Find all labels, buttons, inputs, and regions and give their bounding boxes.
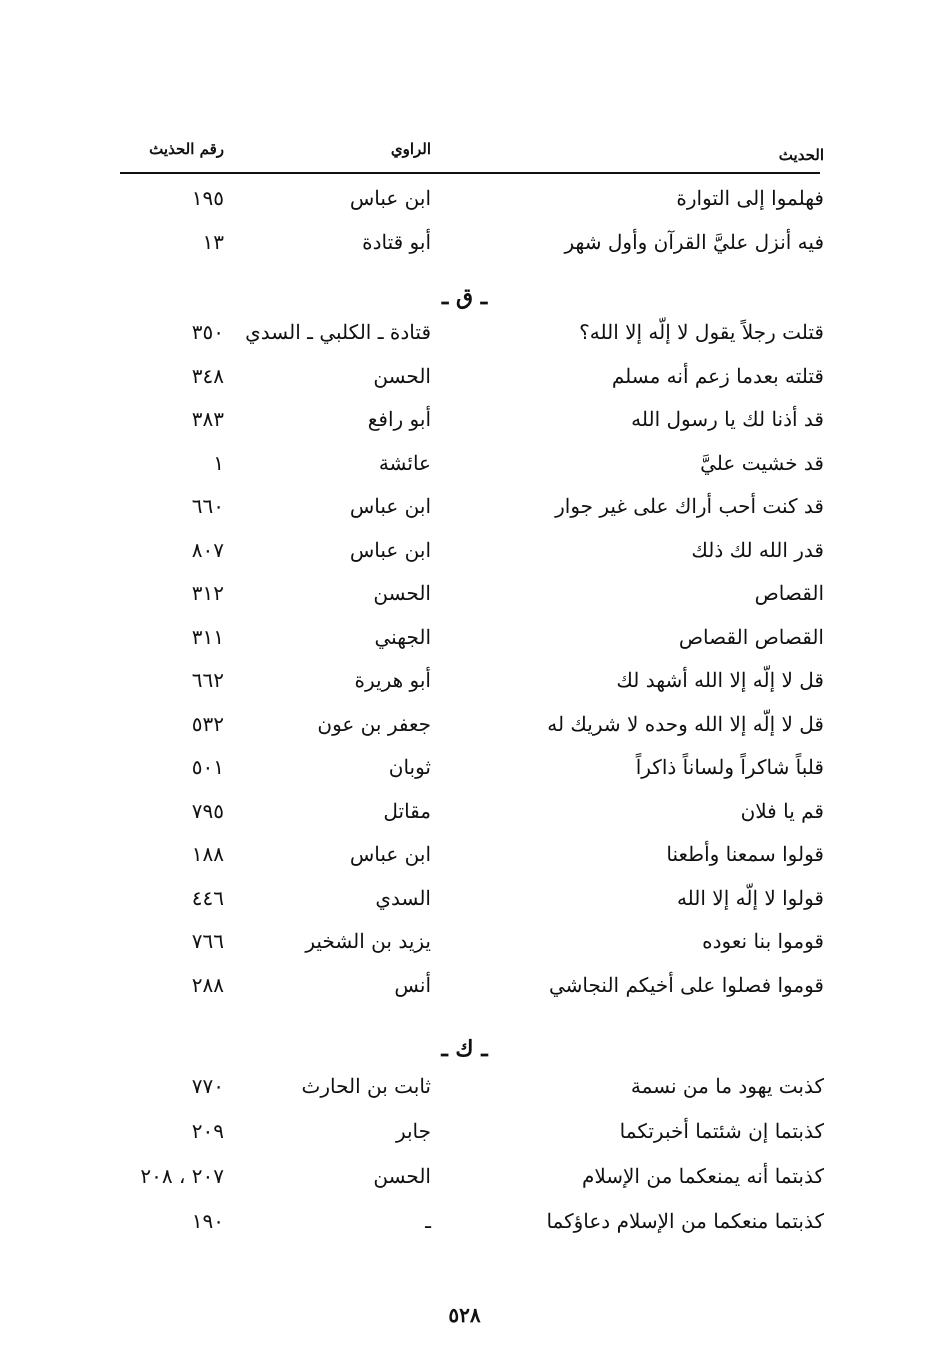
table-row (0, 230, 929, 264)
table-row (0, 842, 929, 876)
cell-number: ٣١٢ (191, 581, 224, 605)
cell-hadith: القصاص (754, 581, 824, 605)
cell-hadith: قد كنت أحب أراك على غير جوار (555, 494, 824, 518)
cell-number: ٦٦٢ (191, 668, 224, 692)
cell-number: ٣٨٣ (191, 407, 224, 431)
cell-hadith: فيه أنزل عليَّ القرآن وأول شهر (564, 230, 824, 254)
cell-hadith: كذبتما إن شئتما أخبرتكما (619, 1119, 824, 1143)
cell-hadith: قد أذنا لك يا رسول الله (631, 407, 824, 431)
table-row (0, 581, 929, 615)
page-number: ٥٢٨ (448, 1303, 481, 1327)
table-row (0, 1164, 929, 1198)
cell-hadith: قولوا لا إلّه إلا الله (676, 885, 824, 910)
cell-hadith: فهلموا إلى التوارة (676, 186, 824, 210)
cell-narrator: أبو رافع (367, 407, 431, 431)
cell-narrator: مقاتل (383, 798, 431, 823)
header-narrator: الراوي (390, 140, 431, 158)
cell-narrator: جابر (395, 1119, 431, 1143)
header-rule (120, 172, 820, 174)
cell-number: ٣١١ (191, 624, 224, 649)
cell-number: ٢٠٩ (191, 1119, 224, 1143)
cell-number: ٧٧٠ (191, 1074, 224, 1098)
header-number: رقم الحذيث (149, 140, 224, 158)
cell-narrator: ثابت بن الحارث (301, 1074, 431, 1098)
cell-narrator: ـ (425, 1209, 431, 1233)
table-row (0, 186, 929, 220)
table-row (0, 625, 929, 659)
table-row (0, 712, 929, 746)
table-row (0, 1119, 929, 1153)
cell-hadith: قل لا إلّه إلا الله أشهد لك (616, 668, 824, 692)
cell-hadith: قتلت رجلاً يقول لا إلّه إلا الله؟ (579, 320, 824, 344)
header-hadith: الحديث (778, 146, 824, 164)
table-row (0, 1074, 929, 1108)
cell-number: ٣٤٨ (191, 363, 224, 388)
cell-narrator: يزيد بن الشخير (305, 929, 431, 953)
cell-hadith: قولوا سمعنا وأطعنا (666, 842, 824, 866)
table-row (0, 407, 929, 441)
cell-hadith: قوموا بنا نعوده (702, 929, 824, 953)
table-row (0, 538, 929, 572)
cell-number: ١٨٨ (191, 842, 224, 866)
table-row (0, 973, 929, 1007)
table-row (0, 451, 929, 485)
cell-hadith: قتلته بعدما زعم أنه مسلم (611, 363, 824, 388)
cell-narrator: ابن عباس (349, 494, 431, 518)
cell-narrator: ابن عباس (349, 842, 431, 866)
cell-hadith: قل لا إلّه إلا الله وحده لا شريك له (547, 711, 824, 736)
table-row (0, 929, 929, 963)
cell-narrator: عائشة (378, 450, 431, 475)
cell-hadith: قلباً شاكراً ولساناً ذاكراً (635, 755, 824, 779)
cell-hadith: قوموا فصلوا على أخيكم النجاشي (549, 972, 824, 997)
table-row (0, 668, 929, 702)
cell-hadith: قدر الله لك ذلك (691, 537, 824, 562)
cell-number: ٥٣٢ (191, 711, 224, 736)
cell-number: ١٣ (202, 230, 224, 254)
cell-number: ١ (213, 450, 224, 475)
cell-narrator: أبو هريرة (354, 668, 431, 692)
table-row (0, 364, 929, 398)
cell-narrator: الحسن (373, 581, 431, 605)
section-kaf: ـ ك ـ (441, 1036, 488, 1062)
cell-number: ١٩٥ (191, 186, 224, 210)
cell-number: ٢٨٨ (191, 972, 224, 997)
cell-hadith: القصاص القصاص (678, 624, 824, 649)
cell-hadith: كذبتما منعكما من الإسلام دعاؤكما (546, 1209, 824, 1233)
table-row (0, 755, 929, 789)
cell-number: ٢٠٧ ، ٢٠٨ (140, 1164, 224, 1188)
cell-number: ٧٩٥ (191, 798, 224, 823)
cell-narrator: جعفر بن عون (317, 711, 431, 736)
cell-narrator: أبو قتادة (362, 230, 431, 254)
table-row (0, 886, 929, 920)
cell-narrator: الحسن (373, 1164, 431, 1188)
cell-hadith: قم يا فلان (740, 798, 824, 823)
cell-number: ٨٠٧ (191, 537, 224, 562)
cell-narrator: قتادة ـ الكلبي ـ السدي (245, 320, 431, 344)
table-row (0, 494, 929, 528)
cell-narrator: ثوبان (388, 755, 431, 779)
cell-number: ٤٤٦ (191, 885, 224, 910)
cell-number: ٦٦٠ (191, 494, 224, 518)
cell-narrator: الجهني (374, 624, 431, 649)
section-qaf: ـ ق ـ (441, 284, 488, 310)
cell-narrator: ابن عباس (349, 537, 431, 562)
cell-narrator: ابن عباس (349, 186, 431, 210)
table-row (0, 799, 929, 833)
cell-narrator: أنس (394, 972, 431, 997)
cell-narrator: الحسن (373, 363, 431, 388)
cell-number: ١٩٠ (191, 1209, 224, 1233)
cell-number: ٥٠١ (191, 755, 224, 779)
cell-number: ٣٥٠ (191, 320, 224, 344)
cell-hadith: قد خشيت عليَّ (700, 450, 824, 475)
cell-narrator: السدي (375, 885, 431, 910)
cell-hadith: كذبت يهود ما من نسمة (630, 1074, 824, 1098)
table-row (0, 1209, 929, 1243)
cell-number: ٧٦٦ (191, 929, 224, 953)
table-row (0, 320, 929, 354)
cell-hadith: كذبتما أنه يمنعكما من الإسلام (581, 1164, 824, 1188)
